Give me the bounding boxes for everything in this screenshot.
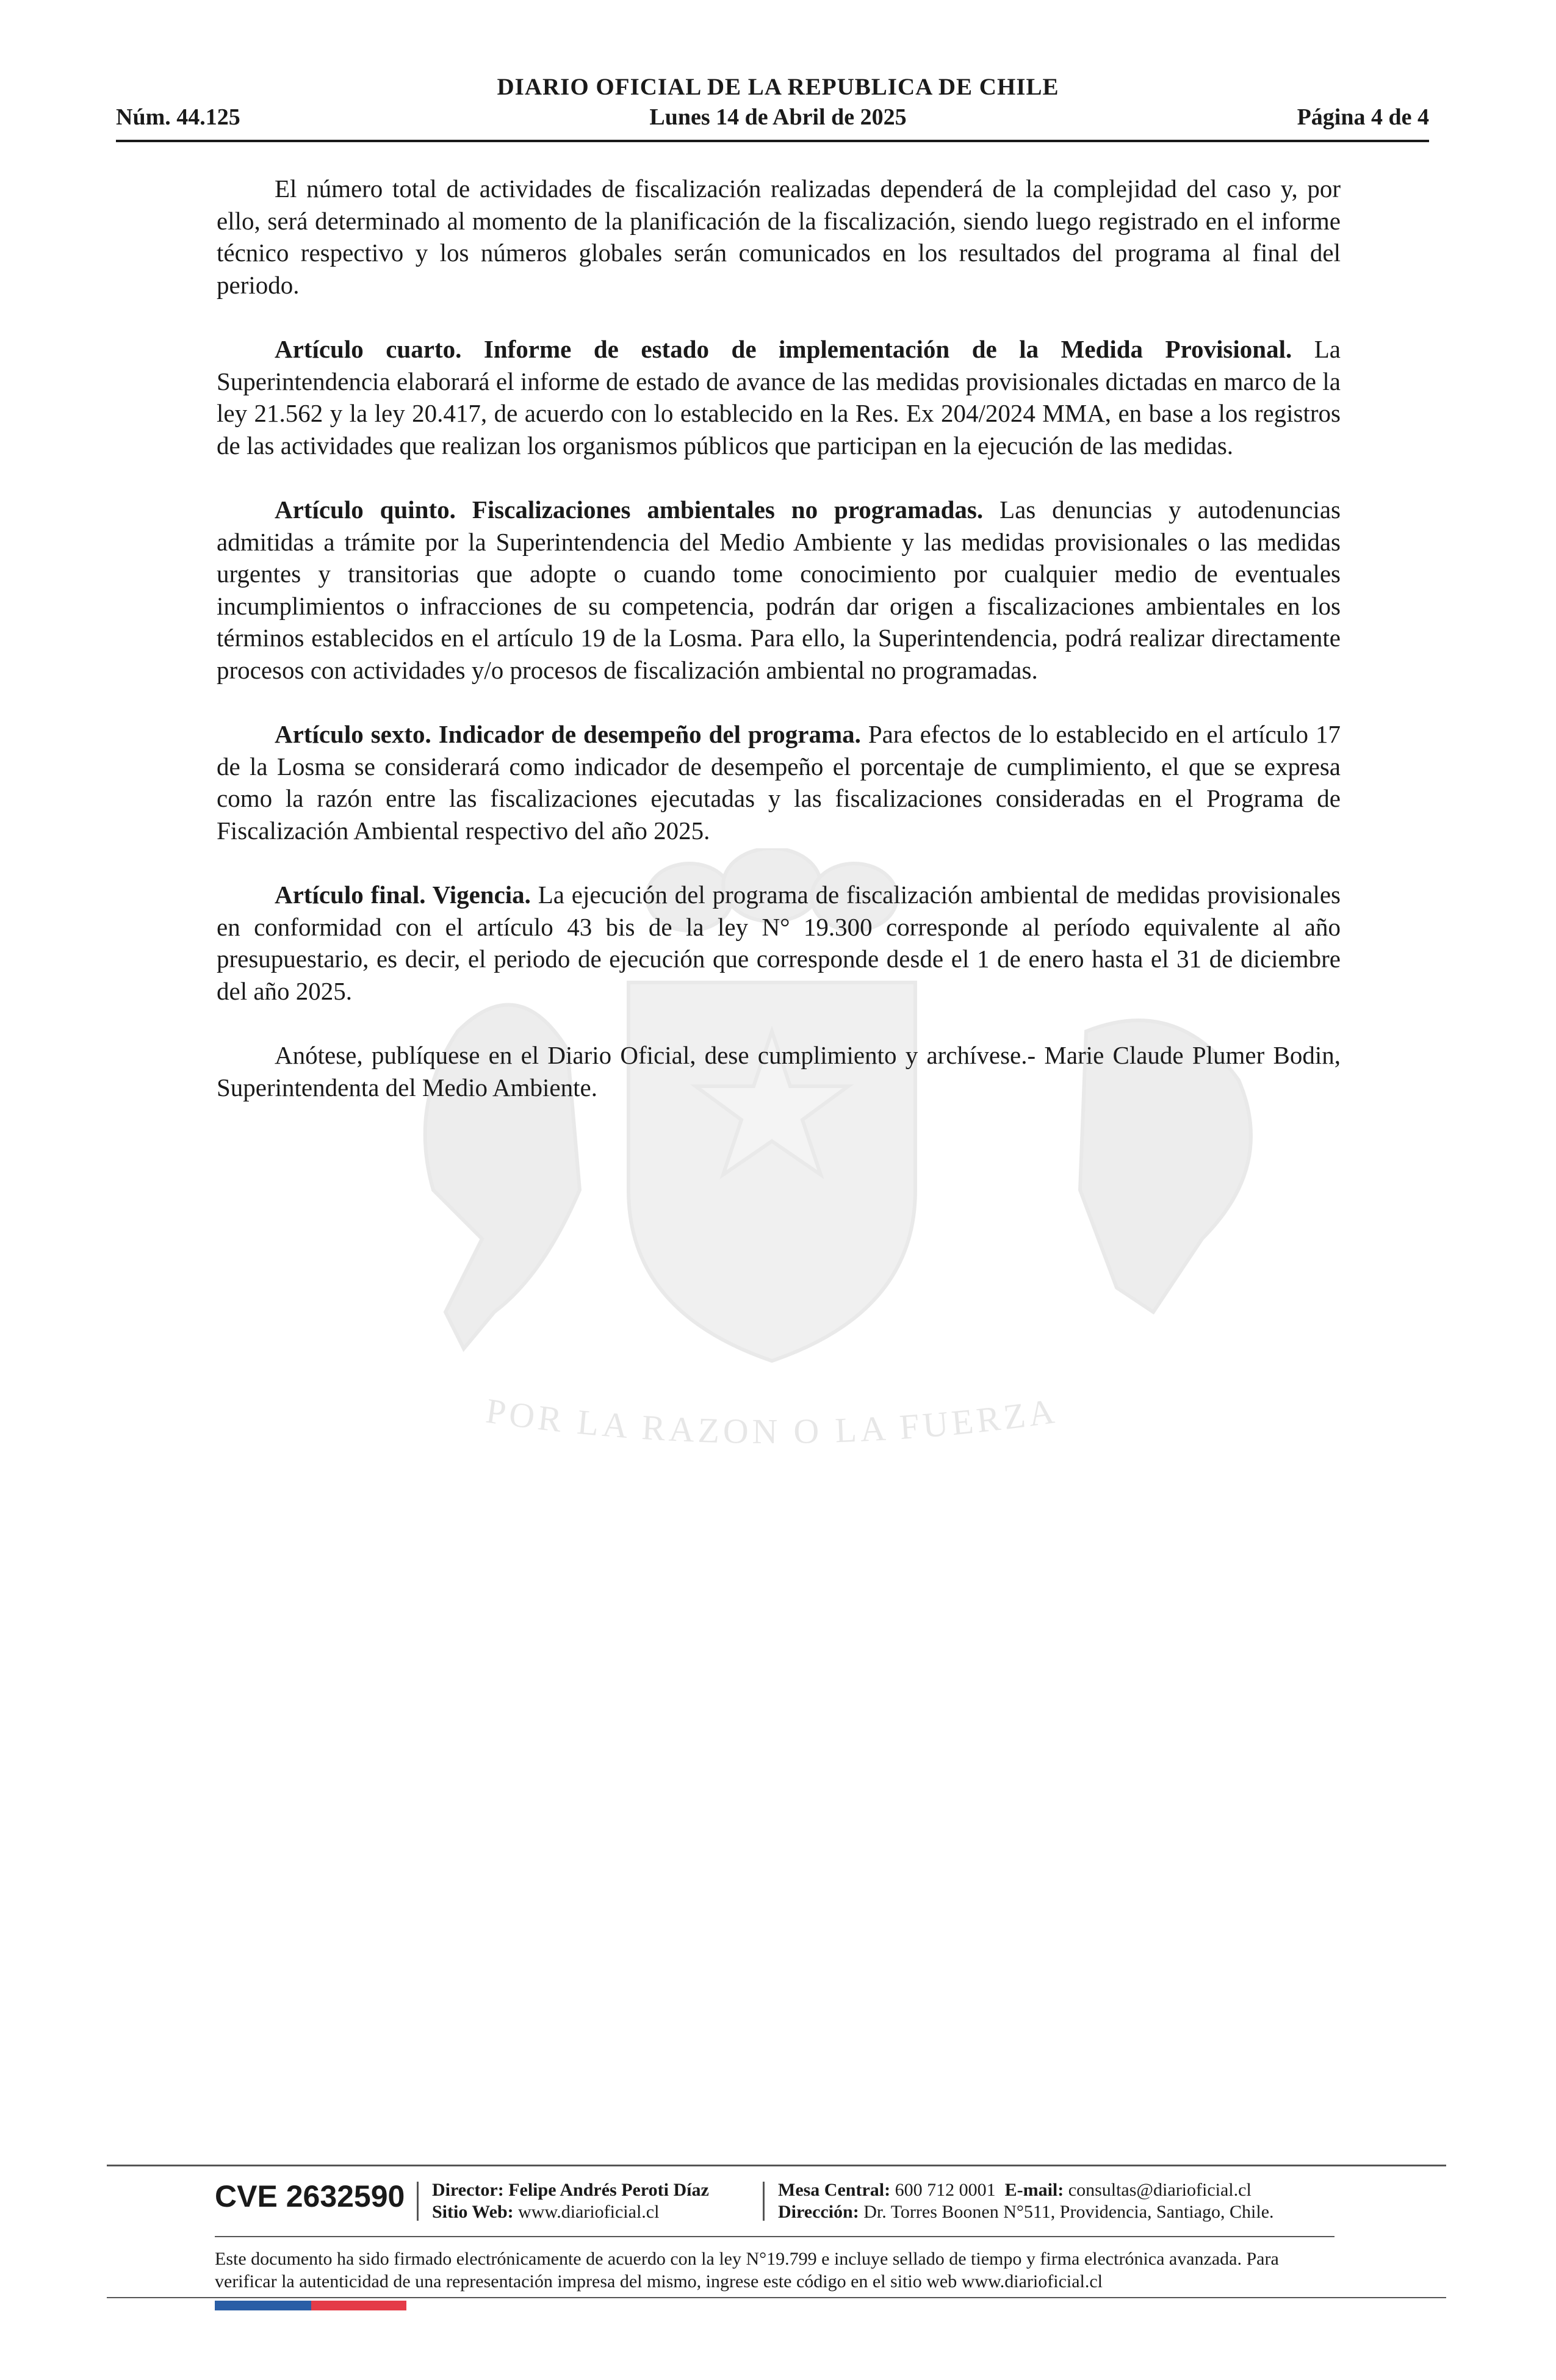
article-quinto-text: Las denuncias y autodenuncias admitidas a trámite por la Superintendencia del Medio Ambiente y las medidas provisionales o las medidas urgentes y transitorias que adopte o cuando tome conocimiento por cualquier medio de eventuales incumplimientos o infracciones de su competencia, podrán dar origen a fiscalizaciones ambientales en los términos establecidos en el artículo 19 de la Losma. Para ello, la Superintendencia, podrá realizar directamente procesos con actividades y/o procesos de fiscalización ambiental no programadas. — [217, 496, 1341, 684]
footer-separator — [417, 2182, 419, 2221]
paragraph-article-quinto — [217, 494, 1341, 686]
article-sexto-heading: Artículo sexto. Indicador de desempeño del programa. — [275, 720, 861, 748]
phone-number: 600 712 0001 — [895, 2180, 996, 2200]
paragraph-article-sexto — [217, 718, 1341, 846]
signature-notice: Este documento ha sido firmado electrónicamente de acuerdo con la ley N°19.799 e incluye sellado de tiempo y firma electrónica avanzada. Para verificar la autenticidad de una representación impresa del mismo, ingrese este código en el sitio web www.diarioficial.cl — [215, 2249, 1279, 2292]
address-label: Dirección: — [778, 2202, 859, 2222]
phone-label: Mesa Central: — [778, 2180, 891, 2200]
footer-contact-block — [778, 2179, 1274, 2223]
footer-director-block — [432, 2179, 709, 2223]
footer-separator — [763, 2182, 765, 2221]
article-final-text: La ejecución del programa de fiscalización ambiental de medidas provisionales en conformidad con el artículo 43 bis de la ley N° 19.300 corresponde al período equivalente al año presupuestario, es decir, el periodo de ejecución que corresponde desde el 1 de enero hasta el 31 de diciembre del año 2025. — [217, 881, 1341, 1005]
flag-stripe-red — [311, 2301, 406, 2310]
director-name: Felipe Andrés Peroti Díaz — [508, 2180, 709, 2200]
address-value: Dr. Torres Boonen N°511, Providencia, Santiago, Chile. — [863, 2202, 1274, 2222]
footer-divider-middle — [215, 2236, 1334, 2237]
paragraph-article-cuarto — [217, 333, 1341, 461]
document-body — [217, 173, 1341, 1136]
email-label: E-mail: — [1004, 2180, 1064, 2200]
article-cuarto-heading: Artículo cuarto. Informe de estado de implementación de la Medida Provisional. — [275, 335, 1292, 363]
article-final-heading: Artículo final. Vigencia. — [275, 881, 531, 909]
email-link[interactable]: consultas@diarioficial.cl — [1068, 2180, 1252, 2200]
cve-code: CVE 2632590 — [215, 2179, 405, 2213]
website-link[interactable]: www.diarioficial.cl — [518, 2202, 660, 2222]
motto-text: POR LA RAZON O LA FUERZA — [483, 1390, 1061, 1452]
footer-divider-bottom — [107, 2297, 1446, 2298]
director-label: Director: — [432, 2180, 504, 2200]
paragraph-article-final — [217, 879, 1341, 1007]
header-divider — [116, 140, 1429, 142]
paragraph-intro: El número total de actividades de fiscalización realizadas dependerá de la complejidad del caso y, por ello, será determinado al momento de la planificación de la fiscalización, siendo luego registrado en el informe técnico respectivo y los números globales serán comunicados en los resultados del programa al final del periodo. — [217, 175, 1341, 299]
issue-number: Núm. 44.125 — [116, 104, 240, 130]
footer-divider-top — [107, 2165, 1446, 2166]
issue-date: Lunes 14 de Abril de 2025 — [649, 104, 907, 130]
article-cuarto-text: La Superintendencia elaborará el informe de estado de avance de las medidas provisionales dictadas en marco de la ley 21.562 y la ley 20.417, de acuerdo con lo establecido en la Res. Ex 204/2024 MMA, en base a los registros de las actividades que realizan los organismos públicos que participan en la ejecución de las medidas. — [217, 335, 1341, 460]
paragraph-signature: Anótese, publíquese en el Diario Oficial, dese cumplimiento y archívese.- Marie Claude Plumer Bodin, Superintendenta del Medio Ambiente. — [217, 1041, 1341, 1102]
svg-text:POR LA RAZON O LA FUERZA — [483, 1391, 1060, 1451]
flag-stripe-blue — [215, 2301, 311, 2310]
gazette-title: DIARIO OFICIAL DE LA REPUBLICA DE CHILE — [497, 74, 1059, 100]
article-quinto-heading: Artículo quinto. Fiscalizaciones ambientales no programadas. — [275, 496, 984, 524]
article-sexto-text: Para efectos de lo establecido en el artículo 17 de la Losma se considerará como indicador de desempeño el porcentaje de cumplimiento, el que se expresa como la razón entre las fiscalizaciones ejecutadas y las fiscalizaciones consideradas en el Programa de Fiscalización Ambiental respectivo del año 2025. — [217, 720, 1341, 845]
website-label: Sitio Web: — [432, 2202, 514, 2222]
page-indicator: Página 4 de 4 — [1297, 104, 1429, 130]
